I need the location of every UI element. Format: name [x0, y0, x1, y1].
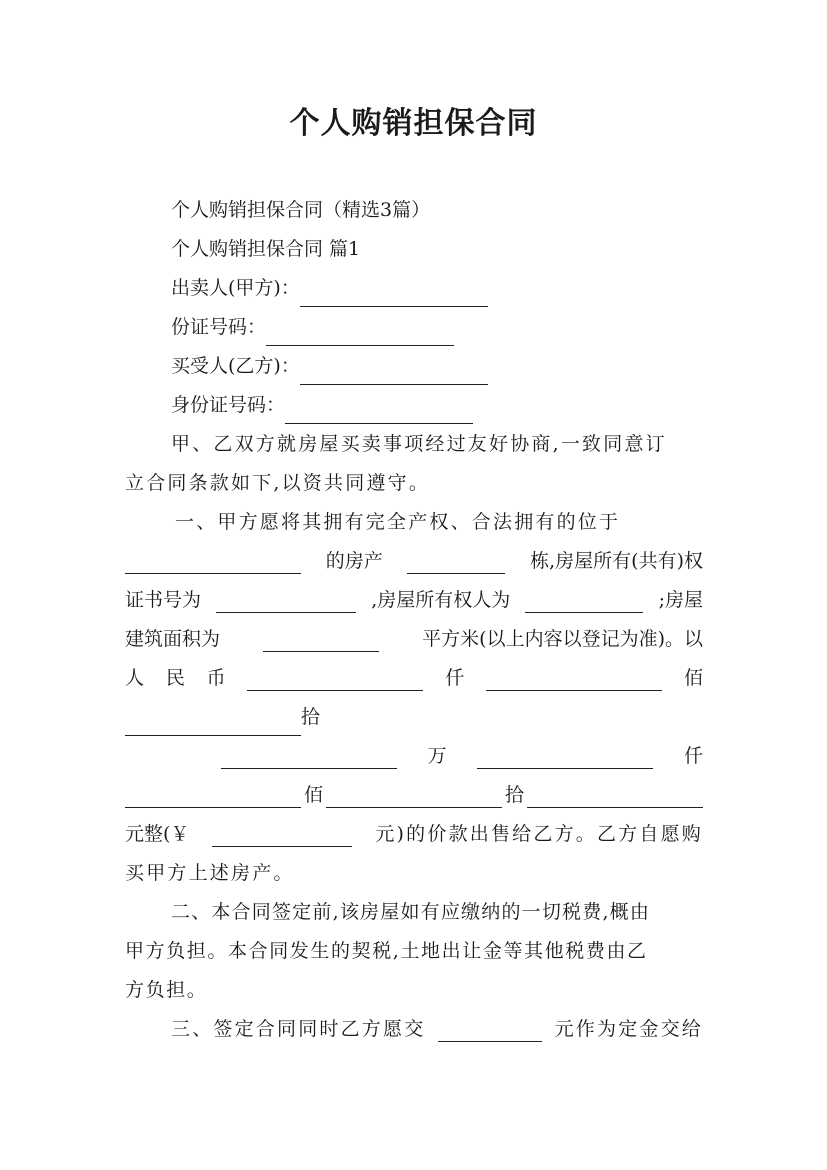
rmb-char-2: 民	[165, 667, 185, 689]
ten-label-1: 拾	[301, 706, 321, 728]
owner-label: ,房屋所有权人为	[371, 589, 511, 611]
clause2-line-2-text: 甲方负担。本合同发生的契税,土地出让金等其他税费由乙	[125, 940, 648, 962]
intro-line-1	[125, 425, 703, 463]
buyer-blank[interactable]	[300, 360, 488, 385]
yuan-amount-blank[interactable]	[212, 822, 352, 847]
clause3-deposit-label: 三、签定合同同时乙方愿交	[171, 1018, 426, 1040]
ten-thousand-label: 万	[427, 745, 447, 767]
amount-blank-1[interactable]	[247, 666, 423, 691]
seller-id-field	[125, 308, 703, 346]
clause1-line-7	[125, 737, 703, 775]
amount-blank-3[interactable]	[125, 711, 301, 736]
rmb-char-3: 币	[206, 667, 226, 689]
clause2-line-3	[125, 971, 703, 1009]
certificate-blank[interactable]	[216, 588, 356, 613]
yuan-label: 元整(￥	[125, 823, 190, 845]
intro-line-2-text: 立合同条款如下,以资共同遵守。	[125, 472, 431, 494]
area-label: 建筑面积为	[125, 628, 221, 650]
clause2-line-3-text: 方负担。	[125, 979, 208, 1001]
rmb-char-1: 人	[125, 667, 145, 689]
clause3-deposit-text: 元作为定金交给	[554, 1018, 703, 1040]
seller-blank[interactable]	[300, 282, 488, 307]
house-label: ;房屋	[658, 589, 703, 611]
buyer-id-field	[125, 386, 703, 424]
intro-line-2	[125, 464, 703, 502]
amount-blank-7[interactable]	[326, 783, 502, 808]
price-text: 元)的价款出售给乙方。乙方自愿购	[375, 823, 703, 845]
seller-id-label: 份证号码：	[171, 316, 267, 338]
thousand-label-2: 仟	[683, 745, 703, 767]
clause1-line-1-text: 一、甲方愿将其拥有完全产权、合法拥有的位于	[175, 511, 621, 533]
document-subtitle	[125, 191, 703, 229]
ownership-label: 栋,房屋所有(共有)权	[530, 550, 703, 572]
deposit-blank[interactable]	[438, 1017, 542, 1042]
clause1-line-1	[125, 503, 703, 541]
ten-label-2: 拾	[504, 784, 524, 806]
amount-blank-2[interactable]	[486, 666, 662, 691]
building-blank[interactable]	[407, 549, 505, 574]
subtitle-text: 个人购销担保合同（精选3篇）	[171, 199, 431, 221]
intro-line-1-text: 甲、乙双方就房屋买卖事项经过友好协商,一致同意订	[171, 433, 667, 455]
clause2-line-2	[125, 932, 703, 970]
seller-field	[125, 269, 703, 307]
buyer-field	[125, 347, 703, 385]
amount-blank-6[interactable]	[125, 783, 301, 808]
certificate-label: 证书号为	[125, 589, 202, 611]
hundred-label-2: 佰	[303, 784, 323, 806]
buyer-id-label: 身份证号码：	[171, 394, 286, 416]
clause1-line-4	[125, 620, 703, 658]
amount-blank-4[interactable]	[221, 744, 397, 769]
seller-id-blank[interactable]	[266, 321, 454, 346]
section-title	[125, 230, 703, 268]
area-blank[interactable]	[263, 627, 379, 652]
property-label: 的房产	[325, 550, 383, 572]
buyer-label: 买受人(乙方)：	[171, 355, 300, 377]
clause1-line-8	[125, 776, 703, 814]
owner-blank[interactable]	[525, 588, 643, 613]
amount-blank-8[interactable]	[527, 783, 703, 808]
location-blank[interactable]	[125, 549, 301, 574]
clause2-line-1	[125, 893, 703, 931]
clause1-line-9	[125, 815, 703, 853]
clause3-line-1	[125, 1010, 703, 1048]
area-unit-label: 平方米(以上内容以登记为准)。以	[422, 628, 703, 650]
clause1-line-10	[125, 854, 703, 892]
clause2-line-1-text: 二、本合同签定前,该房屋如有应缴纳的一切税费,概由	[171, 901, 651, 923]
buyer-id-blank[interactable]	[285, 399, 473, 424]
seller-label: 出卖人(甲方)：	[171, 277, 300, 299]
clause1-line-10-text: 买甲方上述房产。	[125, 862, 295, 884]
clause1-line-2	[125, 542, 703, 580]
hundred-label-1: 佰	[683, 667, 703, 689]
clause1-line-5	[125, 659, 703, 697]
section-title-text: 个人购销担保合同 篇1	[171, 238, 361, 260]
amount-blank-5[interactable]	[477, 744, 653, 769]
clause1-line-6	[125, 698, 703, 736]
thousand-label-1: 仟	[445, 667, 465, 689]
clause1-line-3	[125, 581, 703, 619]
document-title: 个人购销担保合同	[289, 106, 538, 141]
